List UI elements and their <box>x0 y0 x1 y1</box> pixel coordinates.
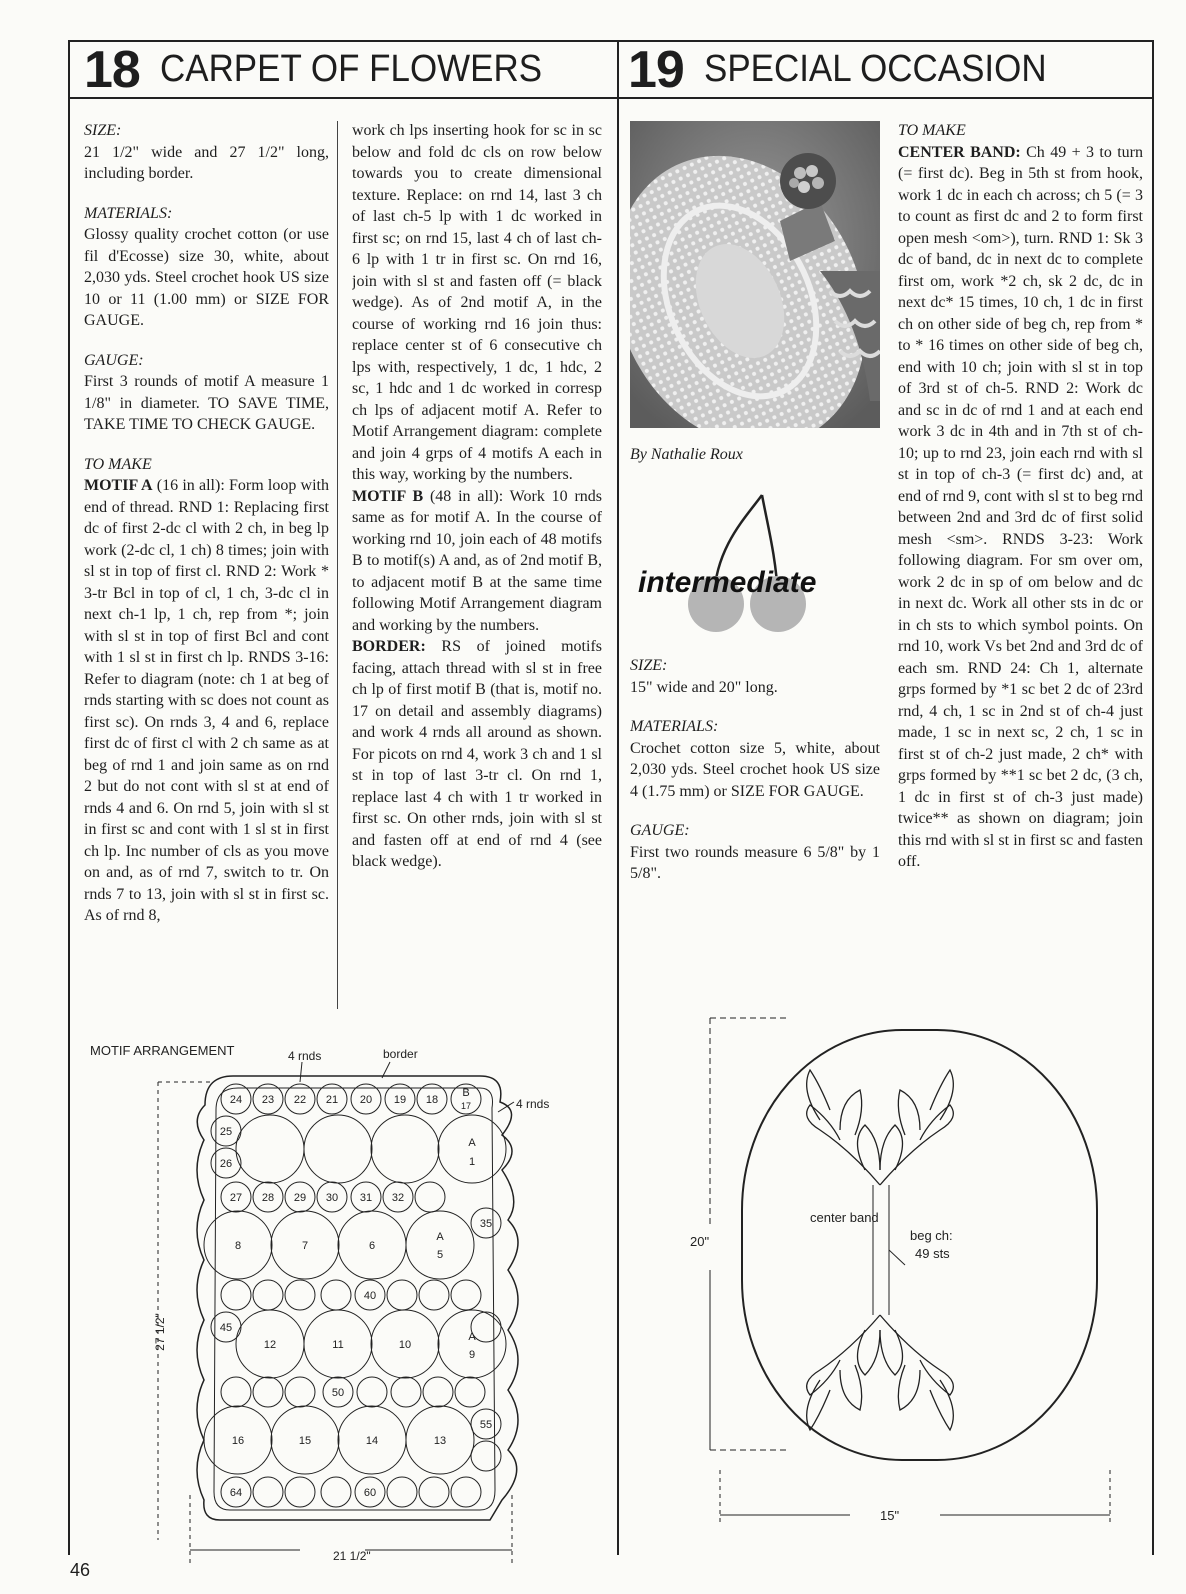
motif-label: 26 <box>219 1158 233 1170</box>
motif-label: 45 <box>219 1322 233 1334</box>
label-border: border <box>383 1047 418 1061</box>
label-right-rnds: 4 rnds <box>516 1097 550 1111</box>
materials-text: Glossy quality crochet cotton (or use fil d'Ecosse) size 30, white, about 2,030 yds. Steel crochet hook US size 10 or 11 (1.00 mm) or SIZE FOR GAUGE. <box>84 226 329 329</box>
materials-heading: MATERIALS: <box>84 204 173 222</box>
byline: By Nathalie Roux <box>630 446 743 463</box>
motif-label: 10 <box>398 1339 412 1351</box>
motif-label: 9 <box>468 1349 476 1361</box>
center-band-instructions <box>898 142 1143 873</box>
motif-label: 32 <box>391 1192 405 1204</box>
motif-label: 18 <box>425 1094 439 1106</box>
motif-label: 35 <box>479 1218 493 1230</box>
motif-label: 12 <box>263 1339 277 1351</box>
motif-label: 64 <box>229 1487 243 1499</box>
border-label: BORDER: <box>352 638 426 655</box>
gauge-text: First 3 rounds of motif A measure 1 1/8" in diameter. TO SAVE TIME, TAKE TIME TO CHECK GAUGE. <box>84 373 329 433</box>
border-instructions <box>352 636 602 873</box>
gauge-heading: GAUGE: <box>84 351 144 369</box>
motif-label: 1 <box>468 1156 476 1168</box>
size-heading: SIZE: <box>84 122 122 139</box>
skill-level-label: intermediate <box>638 566 817 599</box>
cherry-icon <box>636 487 866 647</box>
motif-a-instructions <box>84 475 329 927</box>
materials-heading: MATERIALS: <box>630 718 719 735</box>
motif-label: 23 <box>261 1094 275 1106</box>
motif-label: 60 <box>363 1487 377 1499</box>
beg-ch-label: beg ch: <box>910 1228 953 1243</box>
pattern-19-instructions <box>898 120 1143 960</box>
skill-level-badge <box>636 487 866 647</box>
motif-b-text: (48 in all): Work 10 rnds same as for motif A. In the course of working rnd 10, join each of 48 motifs B to motif(s) A and, as of 2nd motif B, to adjacent motif B at the same time following Motif Arrangement diagram and working by the numbers. <box>352 487 602 634</box>
motif-label: B <box>462 1087 470 1099</box>
motif-label: 17 <box>460 1101 472 1111</box>
pattern-title: SPECIAL OCCASION <box>703 48 1047 90</box>
center-band-text: Ch 49 + 3 to turn (= first dc). Beg in 5th st from hook, work 1 dc in each ch across; ch 5 (= 3 to count as first dc and 2 to form first open mesh <om>), turn. RND 1: Sk 3 dc of band, dc in next dc to complete first om, work *2 ch, sk 2 dc, dc in next dc* 15 times, 10 ch, 1 dc in first ch on other side of beg ch, rep from * to * 16 times on other side of beg ch, end with 10 ch; join with sl st in top of 3rd st of ch-5. RND 2: Work dc and sc in dc of rnd 1 and at each end work 3 dc in 4th and in 7th st of ch-10; up to rnd 23, join each rnd with sl st in top of ch-3 (= first dc) and, at end of rnd 9, cont with sl st to beg rnd between 2nd and 3rd dc of first solid mesh <sm>. RNDS 3-23: Work following diagram. For sm over om, work 2 dc in sp of om below and dc in next dc. Work all other sts in dc or in ch sts to which symbol points. On rnd 10, work Vs bet 2nd and 3rd dc of each sm. RND 24: Ch 1, alternate grps formed by *1 sc bet 2 dc of 23rd rnd, 4 ch, 1 sc in 2nd st of ch-4 just made, 1 sc in next sc, 2 ch, 1 sc in first st of ch-2 just made, 2 ch* with grps formed by **1 sc bet 2 dc, (3 ch, 1 dc in first st of ch-3 just made) twice** as shown on diagram; join this rnd with sl st in first sc and fasten off. <box>898 143 1143 870</box>
motif-label: 50 <box>331 1387 345 1399</box>
pattern-title: CARPET OF FLOWERS <box>159 48 542 90</box>
size-text: 15" wide and 20" long. <box>630 678 778 696</box>
motif-label: A <box>436 1231 444 1243</box>
motif-b-label: MOTIF B <box>352 487 424 505</box>
center-band-label: CENTER BAND: <box>898 143 1021 161</box>
beg-ch-count: 49 sts <box>915 1246 950 1261</box>
motif-label: 8 <box>234 1240 242 1252</box>
continued-text: work ch lps inserting hook for sc in sc below and fold dc cls on row below towards you to create dimensional texture. Replace: on rnd 14, last 3 ch of last ch-5 lp with 1 dc worked in first sc; on rnd 15, last 4 ch of last ch-6 lp with 1 tr in first sc. On rnd 16, join with sl st and fasten off (= black wedge). As of 2nd motif A, in the course of working rnd 16 join thus: replace center st of 6 consecutive ch lps with, respectively, 1 dc, 1 hdc, 2 sc, 1 hdc and 1 dc worked in corresp ch lps of adjacent motif A. Refer to Motif Arrangement diagram: complete and join 4 grps of 4 motifs A each in this way, working by the numbers. <box>352 122 602 483</box>
motif-label: 11 <box>332 1339 344 1351</box>
label-width: 21 1/2" <box>333 1549 371 1563</box>
motif-label: 29 <box>293 1192 307 1204</box>
motif-label: 25 <box>219 1126 233 1138</box>
pattern-number: 19 <box>628 40 684 99</box>
motif-label: 5 <box>436 1249 444 1261</box>
motif-label: A <box>468 1137 476 1149</box>
pattern-18-header <box>84 42 575 97</box>
motif-label: 6 <box>368 1240 376 1252</box>
center-band-label: center band <box>810 1210 879 1225</box>
size-text: 21 1/2" wide and 27 1/2" long, including border. <box>84 143 329 182</box>
border-text: RS of joined motifs facing, attach thread with sl st in free ch lp of first motif B (that is, motif no. 17 on detail and assembly diagrams) and work 4 rnds all around as shown. For picots on rnd 4, work 3 ch and 1 sl st in top of last 3-tr cl. On rnd 1, replace last 4 ch with 1 tr worked in first sc. On other rnds, join with sl st and fasten off at end of rnd 4 (see black wedge). <box>352 638 602 870</box>
motif-a-label: MOTIF A <box>84 477 153 494</box>
motif-b-instructions <box>352 486 602 637</box>
to-make-heading: TO MAKE <box>84 455 152 473</box>
motif-label: 7 <box>301 1240 309 1252</box>
motif-label: 13 <box>433 1435 447 1447</box>
motif-label: 20 <box>359 1094 373 1106</box>
pattern-18-column-1 <box>84 120 329 1020</box>
motif-label: 14 <box>365 1435 379 1447</box>
gauge-text: First two rounds measure 6 5/8" by 1 5/8". <box>630 843 880 882</box>
pattern-19-specs <box>630 655 880 915</box>
motif-label: 31 <box>359 1192 373 1204</box>
doily-photo-image <box>630 121 880 428</box>
column-divider <box>617 40 619 1555</box>
motif-a-text: (16 in all): Form loop with end of thread. RND 1: Replacing first dc of first 2-dc cl with 2 ch, in beg lp work (2-dc cl, 1 ch) 8 times; join with sl st in top of first cl. RND 2: Work * 3-tr Bcl in top of cl, 1 ch, 3-dc cl in next ch-1 lp, 1 ch, rep from *; join with sl st in top of first Bcl and cont with 1 sl st in first ch lp. RNDS 3-16: Refer to diagram (note: ch 1 at beg of rnds starting with sc does not count as first sc). On rnds 3, 4 and 6, replace first dc of first cl with 2 ch same as at beg of rnd 1 and join same as on rnd 2 but do not cont with sl st at end of rnds 4 and 6. On rnd 5, join with sl st in first sc and cont with 1 sl st in first ch lp. Inc number of cls as you move on and, as of rnd 7, switch to tr. On rnds 7 to 13, join with sl st in first sc. As of rnd 8, <box>84 477 329 924</box>
motif-arrangement-title: MOTIF ARRANGEMENT <box>90 1043 235 1058</box>
motif-label: 24 <box>229 1094 243 1106</box>
label-top-rnds: 4 rnds <box>288 1049 322 1063</box>
materials-text: Crochet cotton size 5, white, about 2,030 yds. Steel crochet hook US size 4 (1.75 mm) or SIZE FOR GAUGE. <box>630 739 880 800</box>
doily-photo <box>630 121 880 428</box>
motif-label: 27 <box>229 1192 243 1204</box>
size-heading: SIZE: <box>630 657 668 674</box>
motif-label: 55 <box>479 1419 493 1431</box>
motif-label: A <box>468 1331 476 1343</box>
motif-label: 16 <box>231 1435 245 1447</box>
motif-label: 15 <box>298 1435 312 1447</box>
motif-label: 19 <box>393 1094 407 1106</box>
motif-label: 21 <box>325 1094 339 1106</box>
label-height: 27 1/2" <box>153 1313 167 1351</box>
pattern-19-header <box>628 42 1076 97</box>
header-rule <box>68 97 1154 99</box>
motif-label: 40 <box>363 1290 377 1302</box>
motif-label: 22 <box>293 1094 307 1106</box>
pattern-number: 18 <box>84 40 140 99</box>
motif-label: 28 <box>261 1192 275 1204</box>
oval-height-label: 20" <box>690 1234 710 1249</box>
oval-doily-diagram <box>690 1010 1150 1550</box>
page-number: 46 <box>70 1560 91 1580</box>
motif-label: 30 <box>325 1192 339 1204</box>
column-rule <box>337 121 338 1009</box>
oval-width-label: 15" <box>880 1508 900 1523</box>
to-make-heading: TO MAKE <box>898 122 966 139</box>
gauge-heading: GAUGE: <box>630 822 690 839</box>
motif-arrangement-diagram <box>150 1040 590 1570</box>
pattern-18-column-2 <box>352 120 602 1020</box>
